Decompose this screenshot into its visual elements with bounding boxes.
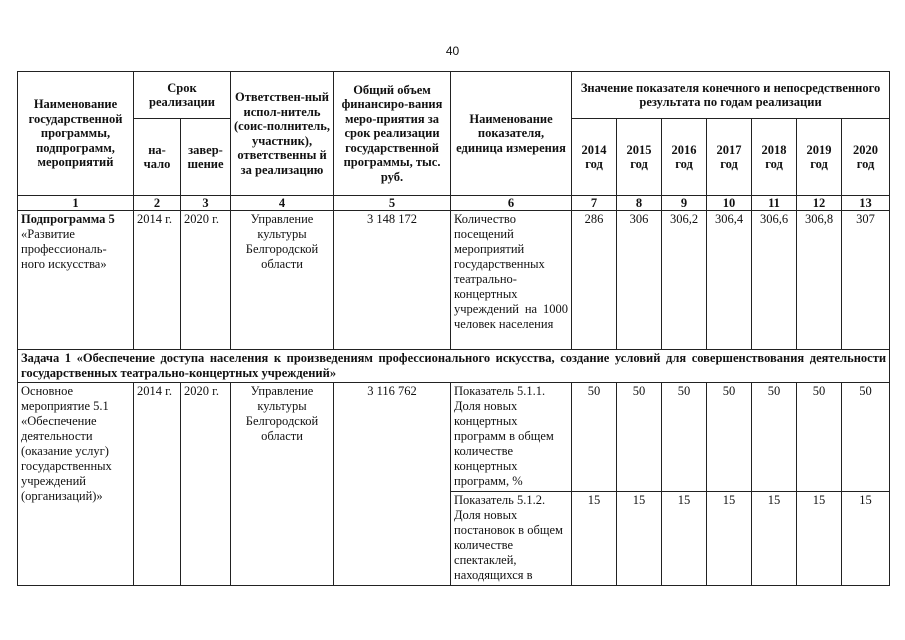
value-cell: 306,8	[797, 211, 842, 350]
value-cell: 15	[662, 492, 707, 586]
financing: 3 148 172	[334, 211, 451, 350]
column-number: 10	[707, 196, 752, 211]
activity-end: 2020 г.	[181, 383, 231, 586]
value-cell: 50	[617, 383, 662, 492]
column-number: 6	[451, 196, 572, 211]
header-year: 2019 год	[797, 119, 842, 196]
start-year: 2014 г.	[134, 211, 181, 350]
activity-name: Основное мероприятие 5.1 «Обеспечение деятельности (оказание услуг) государственных учреждений (организаций)»	[18, 383, 134, 586]
activity-responsible: Управление культуры Белгородской области	[231, 383, 334, 586]
responsible: Управление культуры Белгородской области	[231, 211, 334, 350]
header-year: 2020 год	[842, 119, 890, 196]
activity-row-1	[18, 383, 890, 492]
task-text: Задача 1 «Обеспечение доступа населения к произведениям профессионального искусства, создание условий для совершенствования деятельности государственных театрально-концертных учреждений»	[18, 350, 890, 383]
end-year: 2020 г.	[181, 211, 231, 350]
header-year: 2018 год	[752, 119, 797, 196]
column-number: 7	[572, 196, 617, 211]
column-number: 1	[18, 196, 134, 211]
value-cell: 50	[707, 383, 752, 492]
value-cell: 15	[842, 492, 890, 586]
header-year: 2016 год	[662, 119, 707, 196]
column-number: 13	[842, 196, 890, 211]
header-financing: Общий объем финансиро-вания меро-приятия за срок реализации государственной программы, тыс. руб.	[334, 72, 451, 196]
value-cell: 50	[752, 383, 797, 492]
value-cell: 15	[752, 492, 797, 586]
activity-financing: 3 116 762	[334, 383, 451, 586]
value-cell: 286	[572, 211, 617, 350]
header-program-name: Наименование государственной программы, подпрограмм, мероприятий	[18, 72, 134, 196]
value-cell: 50	[797, 383, 842, 492]
value-cell: 15	[797, 492, 842, 586]
value-cell: 15	[617, 492, 662, 586]
value-cell: 15	[572, 492, 617, 586]
subprogram-name-cell	[18, 211, 134, 350]
header-year: 2014 год	[572, 119, 617, 196]
column-number: 11	[752, 196, 797, 211]
value-cell: 306,6	[752, 211, 797, 350]
value-cell: 50	[662, 383, 707, 492]
activity-start: 2014 г.	[134, 383, 181, 586]
header-row-1	[18, 72, 890, 119]
column-number: 9	[662, 196, 707, 211]
column-number: 3	[181, 196, 231, 211]
header-indicator: Наименование показателя, единица измерения	[451, 72, 572, 196]
header-year: 2015 год	[617, 119, 662, 196]
subprogram-row	[18, 211, 890, 350]
subprogram-name: «Развитие профессиональ-ного искусства»	[21, 227, 107, 271]
header-year: 2017 год	[707, 119, 752, 196]
header-responsible: Ответствен-ный испол-нитель (соис-полнитель, участник), ответственны й за реализацию	[231, 72, 334, 196]
value-cell: 306,4	[707, 211, 752, 350]
column-number: 5	[334, 196, 451, 211]
subprogram-title: Подпрограмма 5	[21, 212, 115, 226]
column-number: 12	[797, 196, 842, 211]
indicator: Показатель 5.1.2. Доля новых постановок в общем количестве спектаклей, находящихся в	[451, 492, 572, 586]
value-cell: 50	[572, 383, 617, 492]
indicator: Количество посещений мероприятий государственных театрально-концертных учреждений на 1000 человек населения	[451, 211, 572, 350]
column-number: 2	[134, 196, 181, 211]
header-end: завер-шение	[181, 119, 231, 196]
value-cell: 307	[842, 211, 890, 350]
value-cell: 15	[707, 492, 752, 586]
task-row	[18, 350, 890, 383]
program-table	[17, 71, 890, 586]
value-cell: 306,2	[662, 211, 707, 350]
column-number: 8	[617, 196, 662, 211]
value-cell: 306	[617, 211, 662, 350]
header-values: Значение показателя конечного и непосредственного результата по годам реализации	[572, 72, 890, 119]
indicator: Показатель 5.1.1. Доля новых концертных программ в общем количестве концертных программ, %	[451, 383, 572, 492]
header-term: Срок реализации	[134, 72, 231, 119]
value-cell: 50	[842, 383, 890, 492]
column-numbers-row	[18, 196, 890, 211]
header-start: на-чало	[134, 119, 181, 196]
column-number: 4	[231, 196, 334, 211]
page-number: 40	[445, 44, 460, 58]
